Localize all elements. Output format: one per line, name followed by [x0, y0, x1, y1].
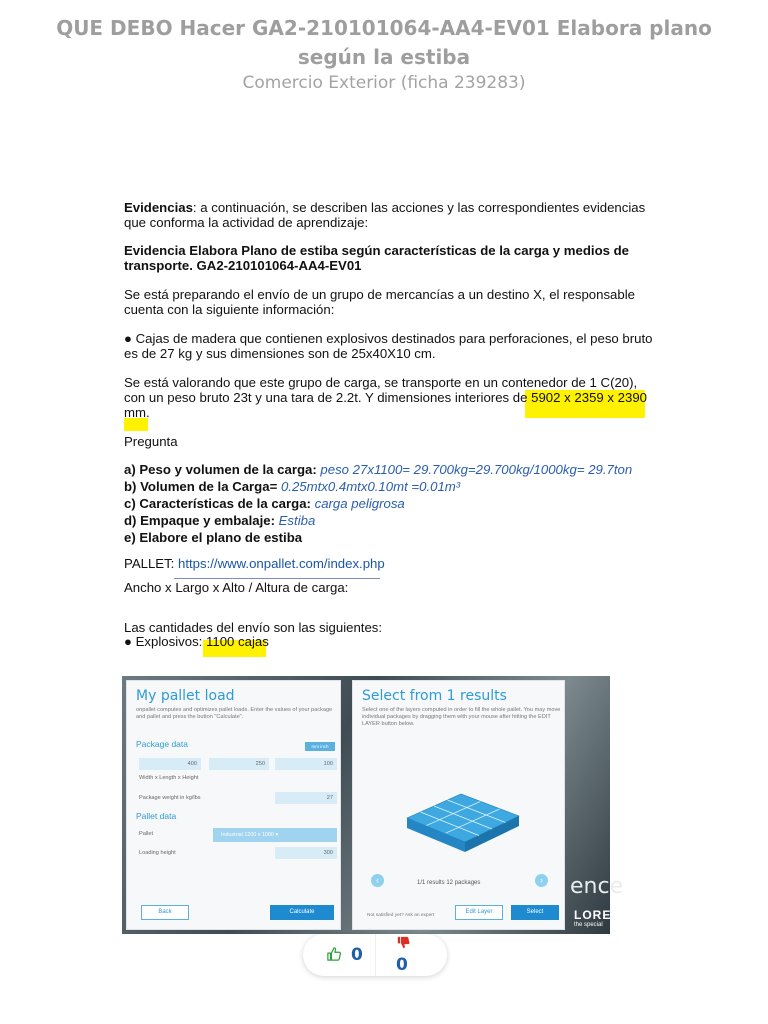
back-button[interactable]: Back [141, 905, 189, 920]
question-e [124, 530, 654, 545]
container-paragraph [124, 375, 654, 420]
upvote-count: 0 [351, 945, 363, 965]
thumbs-up-icon[interactable] [327, 947, 341, 961]
question-c [124, 496, 654, 511]
vote-widget [303, 934, 447, 976]
quantities-intro: Las cantidades del envío son las siguientes: [124, 620, 383, 635]
brand-tagline: the special [574, 922, 603, 928]
weight-label: Package weight in kg/lbs [139, 795, 201, 801]
question-a-label: a) Peso y volumen de la carga: [124, 462, 321, 477]
question-d [124, 513, 654, 528]
height-input[interactable]: 100 [275, 758, 337, 770]
pallet-select[interactable]: Industrial 1200 x 1000 ▾ [213, 828, 337, 842]
intro-paragraph: Se está preparando el envío de un grupo de mercancías a un destino X, el responsable cuenta con la siguiente información: [124, 287, 635, 317]
wlh-label: Width x Length x Height [139, 775, 199, 781]
evidence-heading: Evidencia Elabora Plano de estiba según características de la carga y medios de transporte. GA2-210101064-AA4-EV01 [124, 243, 630, 273]
bullet-cajas: ● Cajas de madera que contienen explosivos destinados para perforaciones, el peso bruto es de 27 kg y sus dimensiones son de 25x40X10 cm. [124, 331, 653, 361]
evidencias-paragraph [124, 200, 654, 230]
brand-word: ence [570, 874, 624, 899]
question-a [124, 462, 654, 477]
explosivos-line [124, 634, 654, 649]
results-title: Select from 1 results [362, 688, 507, 704]
evidencias-label: Evidencias [124, 200, 193, 215]
pallet-line [124, 556, 654, 571]
question-b [124, 479, 654, 494]
container-text: Se está valorando que este grupo de carga, se transporte en un contenedor de 1 C(20), con un peso bruto 23t y una tara de 2.2t. Y dimensiones interiores de [124, 375, 638, 405]
onpallet-screenshot [122, 676, 624, 934]
pregunta-label: Pregunta [124, 434, 178, 449]
package-data-heading: Package data [136, 739, 188, 749]
calculate-button[interactable]: Calculate [270, 905, 334, 920]
results-count: 1/1 results 12 packages [417, 880, 481, 886]
pallet-load-panel [126, 680, 341, 930]
explosivos-value: 1100 cajas [206, 634, 269, 649]
pallet-label: Pallet [139, 831, 153, 837]
question-b-label: b) Volumen de la Carga= [124, 479, 281, 494]
question-a-answer: peso 27x1100= 29.700kg=29.700kg/1000kg= 29.7ton [320, 462, 633, 477]
expert-note[interactable]: Not satisfied yet? Ask an expert [367, 913, 435, 918]
width-input[interactable]: 400 [139, 758, 201, 770]
pallet-layer-preview[interactable] [403, 786, 523, 856]
pallet-label: PALLET: [124, 556, 178, 571]
question-d-label: d) Empaque y embalaje: [124, 513, 279, 528]
edit-layer-button[interactable]: Edit Layer [455, 905, 503, 920]
select-button[interactable]: Select [511, 905, 559, 920]
link-underline-rule [174, 578, 380, 579]
unit-toggle[interactable]: mm inch [305, 742, 335, 751]
weight-input[interactable]: 27 [275, 792, 337, 804]
page-subtitle[interactable]: Comercio Exterior (ficha 239283) [242, 73, 526, 93]
vote-separator [375, 934, 376, 976]
question-c-answer: carga peligrosa [314, 496, 405, 511]
dims-line: Ancho x Largo x Alto / Altura de carga: [124, 580, 349, 595]
thumbs-down-icon[interactable] [397, 936, 410, 949]
brand-name: LORE [574, 908, 612, 922]
results-panel [352, 680, 565, 930]
loading-height-label: Loading height [139, 850, 176, 856]
explosivos-label: ● Explosivos: [124, 634, 206, 649]
pallet-link[interactable]: https://www.onpallet.com/index.php [178, 556, 385, 571]
question-e-label: e) Elabore el plano de estiba [124, 530, 303, 545]
page-title: QUE DEBO Hacer GA2-210101064-AA4-EV01 Elabora plano según la estiba [56, 16, 712, 69]
question-c-label: c) Características de la carga: [124, 496, 315, 511]
prev-result-button[interactable]: ‹ [371, 874, 384, 887]
next-result-button[interactable]: › [535, 874, 548, 887]
container-dims: 5902 x 2359 x 2390 [531, 390, 647, 405]
loading-height-input[interactable]: 300 [275, 847, 337, 859]
downvote-count: 0 [396, 955, 408, 975]
question-d-answer: Estiba [278, 513, 316, 528]
pallet-load-title: My pallet load [136, 688, 235, 704]
container-unit: mm. [124, 405, 150, 420]
length-input[interactable]: 250 [209, 758, 269, 770]
pallet-load-description: onpallet computes and optimizes pallet loads. Enter the values of your package and pallet and press the button "Calculate". [136, 707, 333, 720]
pallet-data-heading: Pallet data [136, 811, 177, 821]
evidencias-text: : a continuación, se describen las acciones y las correspondientes evidencias que conforma la actividad de aprendizaje: [124, 200, 646, 230]
question-b-answer: 0.25mtx0.4mtx0.10mt =0.01m³ [280, 479, 461, 494]
results-description: Select one of the layers computed in order to fill the whole pallet. You may move individual packages by dragging them with your mouse after hitting the EDIT LAYER button below. [362, 707, 561, 727]
